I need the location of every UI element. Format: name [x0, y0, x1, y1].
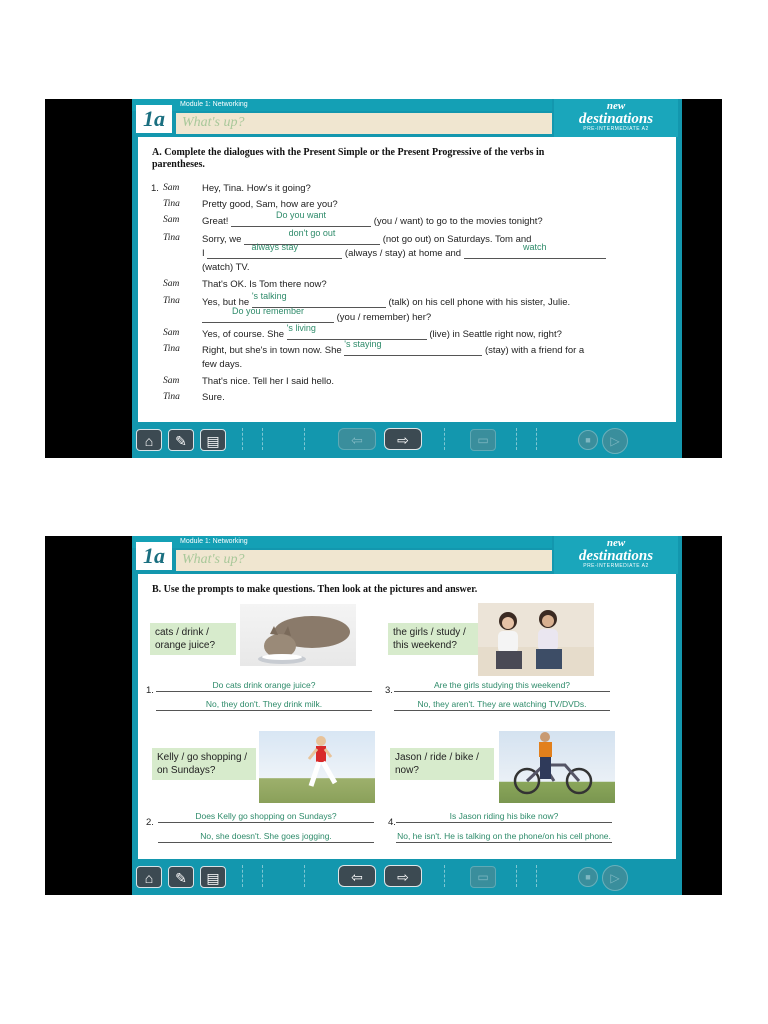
- answer-blank[interactable]: [207, 242, 342, 259]
- short-answer-line[interactable]: No, she doesn't. She goes jogging.: [158, 830, 374, 843]
- prompt-text: this weekend?: [393, 640, 457, 651]
- answer-text: 's talking: [251, 291, 287, 301]
- prompt-text: cats / drink /: [155, 627, 209, 638]
- home-icon: ⌂: [144, 433, 154, 449]
- play-button[interactable]: [602, 865, 628, 891]
- footer-decoration: [304, 865, 307, 887]
- dialogue-text: Hey, Tina. How's it going?: [202, 183, 311, 194]
- stop-icon: ■: [585, 435, 591, 445]
- stop-button[interactable]: [578, 867, 598, 887]
- brand-logo: [554, 99, 678, 137]
- subtitle-bar: [176, 550, 552, 571]
- answer-text: don't go out: [288, 228, 336, 238]
- question-number: 4.: [388, 817, 396, 828]
- text-segment: (stay) with a friend for a: [484, 345, 585, 356]
- play-icon: ▷: [610, 434, 620, 448]
- chat-button[interactable]: [470, 866, 496, 888]
- stop-button[interactable]: [578, 430, 598, 450]
- pencil-button[interactable]: [168, 429, 194, 451]
- prompt-text: Kelly / go shopping /: [157, 752, 248, 763]
- slide-frame: [132, 536, 682, 895]
- logo-text-level: PRE-INTERMEDIATE A2: [583, 126, 649, 132]
- logo-text-level: PRE-INTERMEDIATE A2: [583, 563, 649, 569]
- dialogue-text: (watch) TV.: [202, 262, 250, 273]
- unit-badge: 1a: [136, 105, 172, 133]
- prompt-text: orange juice?: [155, 640, 216, 651]
- prompt-box: [388, 623, 482, 655]
- unit-subtitle: What's up?: [182, 552, 245, 567]
- dialogue-text: Pretty good, Sam, how are you?: [202, 199, 338, 210]
- back-button[interactable]: [338, 865, 376, 887]
- pencil-button[interactable]: [168, 866, 194, 888]
- question-answer-line[interactable]: Are the girls studying this weekend?: [394, 679, 610, 692]
- text-segment: (always / stay) at home and: [344, 248, 462, 259]
- dialogue-text: few days.: [202, 359, 243, 370]
- answer-text: watch: [522, 242, 547, 252]
- dialogue-text: [202, 210, 543, 227]
- notebook-button[interactable]: [200, 429, 226, 451]
- footer-decoration: [516, 865, 519, 887]
- question-answer-line[interactable]: Do cats drink orange juice?: [156, 679, 372, 692]
- question-answer-line[interactable]: Is Jason riding his bike now?: [396, 810, 612, 823]
- text-segment: Yes, of course. She: [202, 329, 285, 340]
- footer-decoration: [444, 865, 447, 887]
- exercise-b-instruction: B. Use the prompts to make questions. Then look at the pictures and answer.: [152, 584, 478, 595]
- dialogue-text: That's OK. Is Tom there now?: [202, 279, 327, 290]
- speaker-name: Sam: [163, 328, 180, 338]
- stop-icon: ■: [585, 872, 591, 882]
- notebook-icon: ▤: [206, 870, 220, 886]
- module-label: Module 1: Networking: [180, 101, 248, 108]
- home-button[interactable]: [136, 429, 162, 451]
- forward-arrow-icon: ⇨: [397, 432, 409, 448]
- back-arrow-icon: ⇦: [351, 869, 363, 885]
- home-button[interactable]: [136, 866, 162, 888]
- notebook-button[interactable]: [200, 866, 226, 888]
- speaker-name: Sam: [163, 376, 180, 386]
- prompt-text: the girls / study /: [393, 627, 466, 638]
- forward-button[interactable]: [384, 428, 422, 450]
- text-segment: (talk) on his cell phone with his sister, Julie.: [388, 297, 571, 308]
- pencil-icon: ✎: [175, 433, 187, 449]
- unit-subtitle: What's up?: [182, 115, 245, 130]
- prompt-box: [390, 748, 494, 780]
- exercise-a-panel: [138, 137, 676, 422]
- text-segment: (not go out) on Saturdays. Tom and: [382, 234, 532, 245]
- logo-text-new: new: [606, 537, 626, 549]
- exercise-a-instruction: A. Complete the dialogues with the Present Simple or the Present Progressive of the verbs in parentheses.: [152, 147, 545, 170]
- speaker-name: Tina: [163, 344, 180, 354]
- unit-badge: 1a: [136, 542, 172, 570]
- answer-blank[interactable]: [202, 306, 334, 323]
- question-number: 1.: [146, 685, 154, 696]
- text-segment: (you / remember) her?: [336, 312, 432, 323]
- answer-text: 's living: [286, 323, 316, 333]
- play-icon: ▷: [610, 871, 620, 885]
- footer-decoration: [304, 428, 307, 450]
- footer-decoration: [536, 865, 539, 887]
- question-number: 3.: [385, 685, 393, 696]
- forward-button[interactable]: [384, 865, 422, 887]
- short-answer-line[interactable]: No, they aren't. They are watching TV/DVDs.: [394, 698, 610, 711]
- dialogue-text: [202, 242, 606, 259]
- footer-decoration: [516, 428, 519, 450]
- dialogue-text: Sure.: [202, 392, 225, 403]
- answer-text: Do you remember: [231, 306, 305, 316]
- text-segment: Yes, but he: [202, 297, 250, 308]
- dialogue-text: [202, 339, 585, 356]
- home-icon: ⌂: [144, 870, 154, 886]
- text-segment: Sorry, we: [202, 234, 242, 245]
- text-segment: (live) in Seattle right now, right?: [429, 329, 562, 340]
- chat-button[interactable]: [470, 429, 496, 451]
- subtitle-bar: [176, 113, 552, 134]
- text-segment: I: [202, 248, 205, 259]
- question-answer-line[interactable]: Does Kelly go shopping on Sundays?: [158, 810, 374, 823]
- answer-blank[interactable]: [464, 242, 606, 259]
- answer-blank[interactable]: [231, 210, 371, 227]
- footer-decoration: [242, 428, 245, 450]
- man-with-bike-image: [499, 731, 615, 803]
- back-arrow-icon: ⇦: [351, 432, 363, 448]
- dialogue-text: That's nice. Tell her I said hello.: [202, 376, 335, 387]
- nav-footer: [132, 422, 682, 458]
- footer-decoration: [536, 428, 539, 450]
- answer-text: Do you want: [276, 210, 327, 220]
- notebook-icon: ▤: [206, 433, 220, 449]
- speaker-name: Tina: [163, 392, 180, 402]
- speaker-name: Sam: [163, 183, 180, 193]
- speaker-name: Tina: [163, 296, 180, 306]
- play-button[interactable]: [602, 428, 628, 454]
- logo-text-destinations: destinations: [578, 548, 654, 564]
- forward-arrow-icon: ⇨: [397, 869, 409, 885]
- brand-logo: [554, 536, 678, 574]
- answer-text: 's staying: [344, 339, 382, 349]
- speaker-name: Tina: [163, 199, 180, 209]
- slide-screen-1: [45, 99, 722, 458]
- answer-text: always stay: [251, 242, 299, 252]
- nav-footer: [132, 859, 682, 895]
- girls-on-sofa-image: [478, 603, 594, 676]
- slide-screen-2: [45, 536, 722, 895]
- module-label: Module 1: Networking: [180, 538, 248, 545]
- prompt-text: now?: [395, 765, 419, 776]
- chat-icon: ▭: [477, 433, 489, 447]
- text-segment: (you / want) to go to the movies tonight?: [373, 216, 543, 227]
- prompt-box: [150, 623, 236, 655]
- short-answer-line[interactable]: No, they don't. They drink milk.: [156, 698, 372, 711]
- logo-text-new: new: [606, 100, 626, 112]
- cat-drinking-milk-image: [240, 604, 356, 666]
- slide-frame: [132, 99, 682, 458]
- speaker-name: Tina: [163, 233, 180, 243]
- woman-jogging-image: [259, 731, 375, 803]
- prompt-text: Jason / ride / bike /: [395, 752, 479, 763]
- question-number: 2.: [146, 817, 154, 828]
- exercise-b-panel: [138, 574, 676, 859]
- dialogue-number: 1.: [151, 183, 159, 194]
- prompt-text: on Sundays?: [157, 765, 216, 776]
- text-segment: Right, but she's in town now. She: [202, 345, 342, 356]
- footer-decoration: [444, 428, 447, 450]
- speaker-name: Sam: [163, 279, 180, 289]
- speaker-name: Sam: [163, 215, 180, 225]
- text-segment: Great!: [202, 216, 229, 227]
- footer-decoration: [262, 428, 265, 450]
- prompt-box: [152, 748, 256, 780]
- short-answer-line[interactable]: No, he isn't. He is talking on the phone/on his cell phone.: [397, 831, 611, 841]
- dialogue-text: [202, 306, 432, 323]
- logo-text-destinations: destinations: [578, 111, 654, 127]
- back-button[interactable]: [338, 428, 376, 450]
- answer-blank[interactable]: [344, 339, 482, 356]
- footer-decoration: [242, 865, 245, 887]
- chat-icon: ▭: [477, 870, 489, 884]
- footer-decoration: [262, 865, 265, 887]
- pencil-icon: ✎: [175, 870, 187, 886]
